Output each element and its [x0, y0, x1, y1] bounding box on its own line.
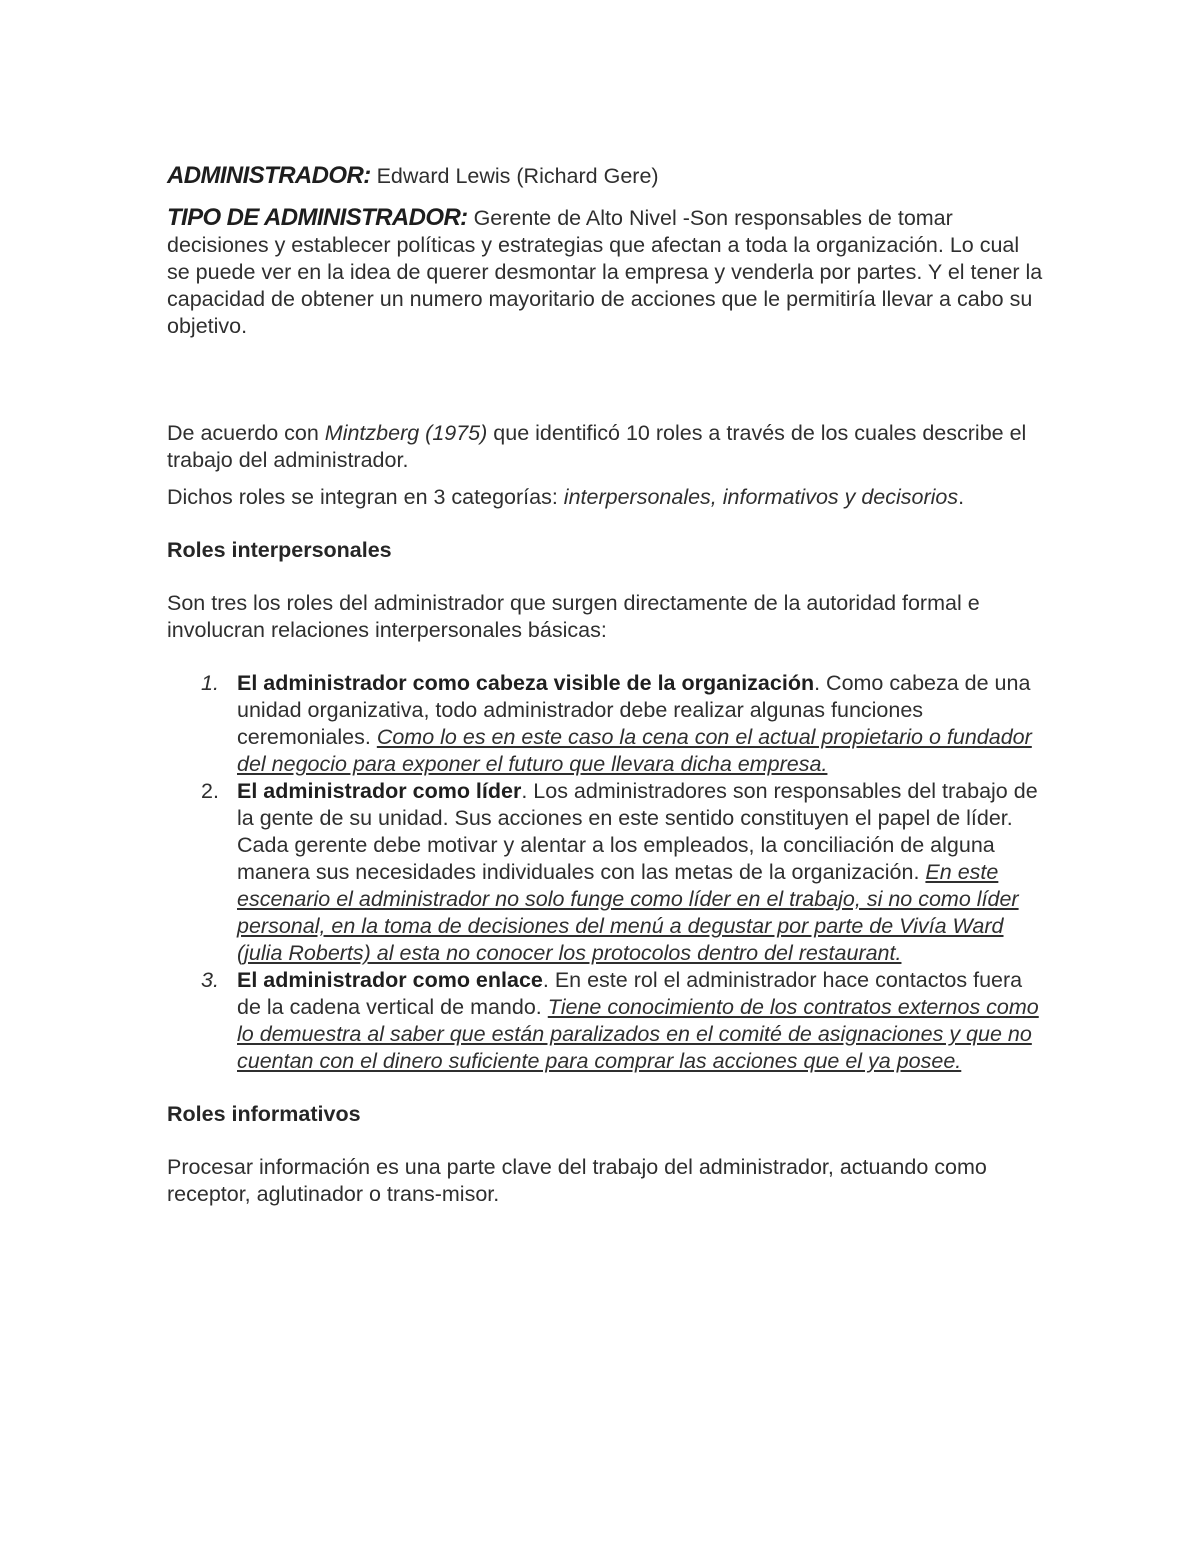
mintzberg-post: que identificó 10 roles a través de los cuales describe el trabajo del administrador. [167, 421, 1027, 472]
mintzberg-pre: De acuerdo con [167, 421, 319, 445]
list-item [167, 670, 1047, 778]
administrator-type-text: Gerente de Alto Nivel -Son responsables de tomar decisiones y establecer políticas y estrategias que afectan a toda la organización. Lo cual se puede ver en la idea de querer desmontar la empresa y venderla por partes. Y el tener la capacidad de obtener un numero mayoritario de acciones que le permitiría llevar a cabo su objetivo. [167, 206, 1043, 338]
document-page [167, 162, 1047, 1208]
role-note: Como lo es en este caso la cena con el actual propietario o fundador del negocio para exponer el futuro que llevara dicha empresa. [237, 725, 1032, 776]
role-title: El administrador como cabeza visible de la organización [237, 671, 815, 695]
list-marker: 1. [201, 671, 219, 695]
administrator-type-label: TIPO DE ADMINISTRADOR: [167, 204, 468, 231]
categories-paragraph [167, 484, 1047, 511]
mintzberg-reference: Mintzberg (1975) [324, 421, 488, 445]
categories-end: . [958, 485, 965, 509]
mintzberg-paragraph [167, 420, 1047, 474]
role-note: Tiene conocimiento de los contratos externos como lo demuestra al saber que están paralizados en el comité de asignaciones y que no cuentan con el dinero suficiente para comprar las acciones que el ya posee. [237, 995, 1039, 1073]
list-marker: 2. [201, 779, 219, 803]
heading-roles-informativos: Roles informativos [167, 1102, 361, 1126]
administrator-label: ADMINISTRADOR: [167, 162, 371, 189]
role-title: El administrador como enlace [237, 968, 543, 992]
administrator-line [167, 162, 1047, 190]
role-text: . En este rol el administrador hace contactos fuera de la cadena vertical de mando. [237, 968, 1023, 1019]
administrator-type-paragraph [167, 204, 1047, 340]
administrator-name: Edward Lewis (Richard Gere) [376, 164, 659, 188]
role-text: . Los administradores son responsables del trabajo de la gente de su unidad. Sus acciones en este sentido constituyen el papel de líder. Cada gerente debe motivar y alentar a los empleados, la conciliación de alguna manera sus necesidades individuales con las metas de la organización. [237, 779, 1038, 884]
categories-list: interpersonales, informativos y decisorios [563, 485, 959, 509]
roles-interpersonales-list [167, 670, 1047, 1075]
heading-roles-interpersonales: Roles interpersonales [167, 538, 392, 562]
role-title: El administrador como líder [237, 779, 522, 803]
role-note: En este escenario el administrador no solo funge como líder en el trabajo, si no como líder personal, en la toma de decisiones del menú a degustar por parte de Vivía Ward (julia Roberts) al esta no conocer los protocolos dentro del restaurant. [237, 860, 1019, 965]
role-text: . Como cabeza de una unidad organizativa, todo administrador debe realizar algunas funciones ceremoniales. [237, 671, 1031, 749]
list-item [167, 967, 1047, 1075]
list-item [167, 778, 1047, 967]
categories-pre: Dichos roles se integran en 3 categorías: [167, 485, 558, 509]
list-marker: 3. [201, 968, 219, 992]
roles-interpersonales-intro: Son tres los roles del administrador que surgen directamente de la autoridad formal e involucran relaciones interpersonales básicas: [167, 591, 980, 642]
roles-informativos-text: Procesar información es una parte clave del trabajo del administrador, actuando como receptor, aglutinador o trans-misor. [167, 1155, 987, 1206]
